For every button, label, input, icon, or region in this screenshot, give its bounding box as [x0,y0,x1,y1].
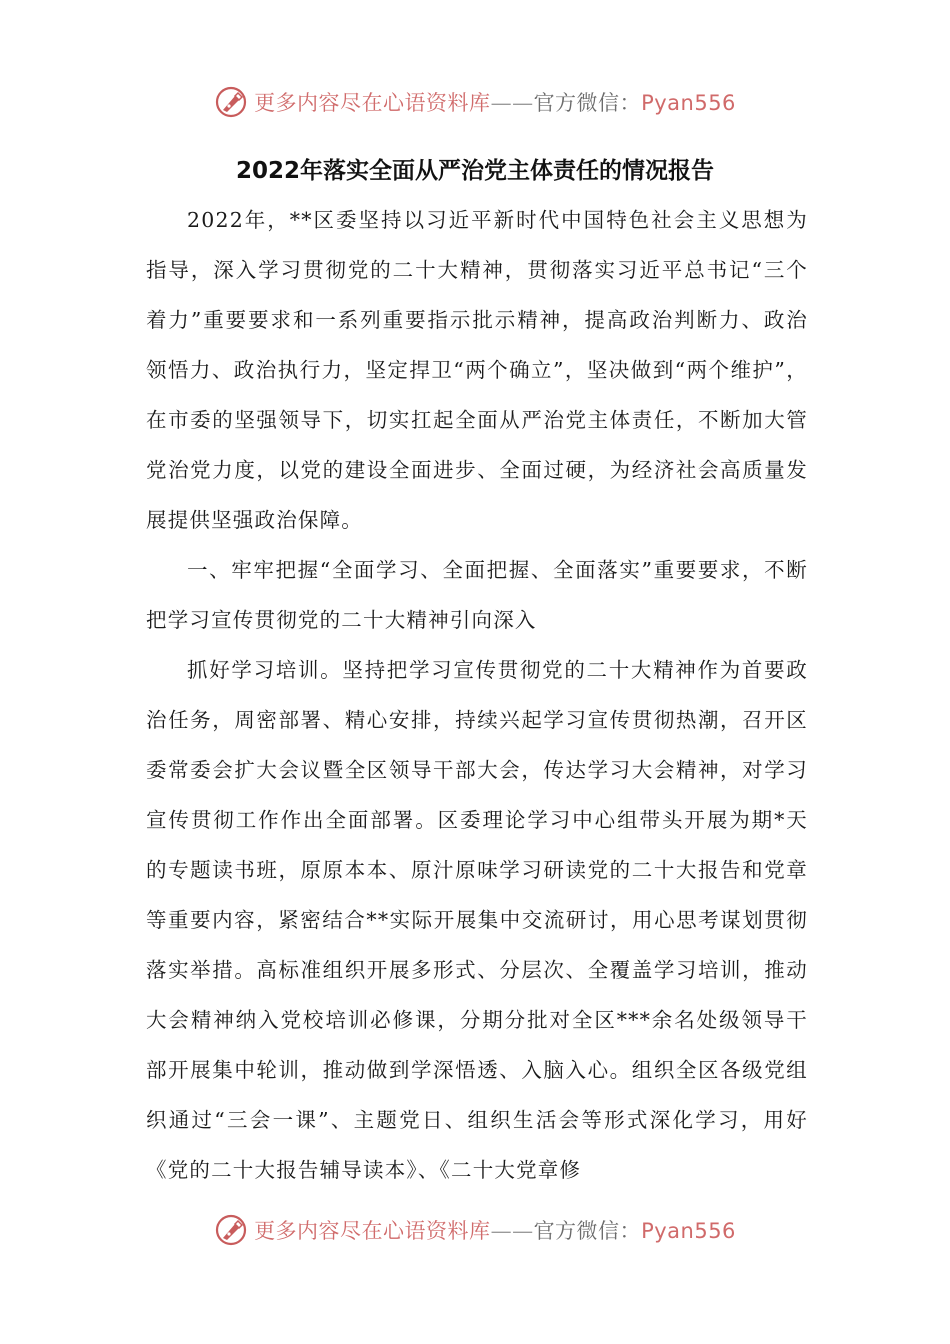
footer-banner [0,1210,950,1250]
banner-text [254,1215,736,1245]
pen-nib-logo-icon [214,1213,248,1247]
banner-slogan: 更多内容尽在心语资料库 [254,1219,491,1243]
banner-text [254,87,736,117]
banner-wechat-id: Pyan556 [641,91,736,115]
banner-wechat-label: 官方微信： [533,91,642,115]
paragraph-study-training: 抓好学习培训。坚持把学习宣传贯彻党的二十大精神作为首要政治任务，周密部署、精心安排，持续兴起学习宣传贯彻热潮，召开区委常委会扩大会议暨全区领导干部大会，传达学习大会精神，对学习宣传贯彻工作作出全面部署。区委理论学习中心组带头开展为期*天的专题读书班，原原本本、原汁原味学习研读党的二十大报告和党章等重要内容，紧密结合**实际开展集中交流研讨，用心思考谋划贯彻落实举措。高标准组织开展多形式、分层次、全覆盖学习培训，推动大会精神纳入党校培训必修课，分期分批对全区***余名处级领导干部开展集中轮训，推动做到学深悟透、入脑入心。组织全区各级党组织通过“三会一课”、主题党日、组织生活会等形式深化学习，用好《党的二十大报告辅导读本》、《二十大党章修 [146,658,808,1182]
banner-wechat-id: Pyan556 [641,1219,736,1243]
document-title: 2022年落实全面从严治党主体责任的情况报告 [235,158,714,184]
banner-slogan: 更多内容尽在心语资料库 [254,91,491,115]
section-heading-1: 一、牢牢把握“全面学习、全面把握、全面落实”重要要求，不断把学习宣传贯彻党的二十大精神引向深入 [146,558,808,632]
paragraph-intro: 2022年，**区委坚持以习近平新时代中国特色社会主义思想为指导，深入学习贯彻党的二十大精神，贯彻落实习近平总书记“三个着力”重要要求和一系列重要指示批示精神，提高政治判断力、政治领悟力、政治执行力，坚定捍卫“两个确立”，坚决做到“两个维护”，在市委的坚强领导下，切实扛起全面从严治党主体责任，不断加大管党治党力度，以党的建设全面进步、全面过硬，为经济社会高质量发展提供坚强政治保障。 [146,208,808,532]
banner-dash: —— [490,1219,534,1243]
banner-dash: —— [490,91,534,115]
header-banner [0,82,950,122]
banner-wechat-label: 官方微信： [533,1219,642,1243]
document-body [146,195,808,1195]
pen-nib-logo-icon [214,85,248,119]
